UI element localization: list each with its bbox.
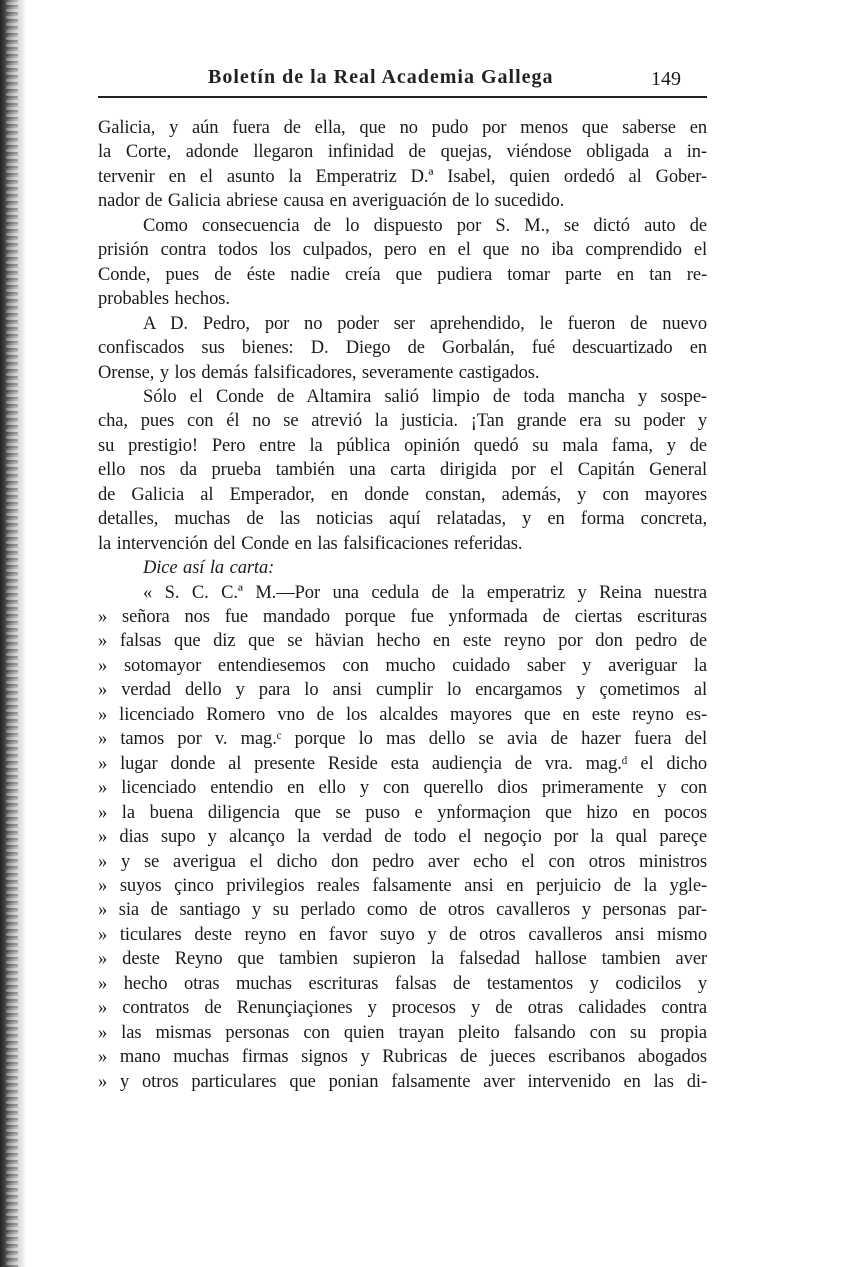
text-line: » ticulares deste reyno en favor suyo y de otros cavalleros ansi mismo — [98, 924, 707, 945]
page-number: 149 — [651, 68, 681, 90]
text-line: ello nos da prueba también una carta dirigida por el Capitán General — [98, 460, 707, 481]
text-line: » hecho otras muchas escrituras falsas de testamentos y codicilos y — [98, 973, 707, 994]
text-line: tervenir en el asunto la Emperatriz D.ª Isabel, quien ordedó al Gober- — [98, 166, 707, 187]
text-line: » señora nos fue mandado porque fue ynformada de ciertas escrituras — [98, 607, 707, 627]
text-line: la intervención del Conde en las falsificaciones referidas. — [98, 533, 523, 554]
header-rule — [98, 96, 707, 98]
text-line: » y otros particulares que ponian falsamente aver intervenido en las di- — [98, 1071, 707, 1092]
text-line: » deste Reyno que tambien supieron la falsedad hallose tambien aver — [98, 949, 707, 970]
text-line: » tamos por v. mag.ᶜ porque lo mas dello se avia de hazer fuera del — [98, 729, 707, 750]
text-line: » mano muchas firmas signos y Rubricas de jueces escribanos abogados — [98, 1047, 707, 1068]
text-line: » dias supo y alcanço la verdad de todo el negoçio por la qual pareçe — [98, 827, 707, 848]
text-line: Sólo el Conde de Altamira salió limpio de toda mancha y sospe- — [143, 386, 707, 407]
text-line: » y se averigua el dicho don pedro aver echo el con otros ministros — [98, 851, 707, 872]
text-line: Orense, y los demás falsificadores, severamente castigados. — [98, 362, 540, 383]
text-line: Dice así la carta: — [143, 558, 275, 579]
text-line: » licenciado Romero vno de los alcaldes mayores que en este reyno es- — [98, 704, 707, 725]
text-line: A D. Pedro, por no poder ser aprehendido, le fueron de nuevo — [143, 313, 707, 334]
text-line: » la buena diligencia que se puso e ynformaçion que hizo en pocos — [98, 802, 707, 823]
text-line: nador de Galicia abriese causa en averiguación de lo sucedido. — [98, 191, 565, 212]
text-line: cha, pues con él no se atrevió la justicia. ¡Tan grande era su poder y — [98, 411, 707, 432]
running-header — [98, 64, 707, 94]
text-line: » licenciado entendio en ello y con querello dios primeramente y con — [98, 778, 707, 799]
text-line: » verdad dello y para lo ansi cumplir lo encargamos y çometimos al — [98, 680, 707, 701]
text-line: « S. C. C.ª M.—Por una cedula de la emperatriz y Reina nuestra — [143, 582, 707, 603]
text-line: su prestigio! Pero entre la pública opinión quedó su mala fama, y de — [98, 435, 707, 456]
text-line: Galicia, y aún fuera de ella, que no pudo por menos que saberse en — [98, 118, 707, 138]
text-line: Como consecuencia de lo dispuesto por S. M., se dictó auto de — [143, 215, 707, 236]
text-line: » suyos çinco privilegios reales falsamente ansi en perjuicio de la ygle- — [98, 875, 707, 896]
text-line: de Galicia al Emperador, en donde constan, además, y con mayores — [98, 484, 707, 505]
book-binding-edge — [0, 0, 26, 1267]
text-line: detalles, muchas de las noticias aquí relatadas, y en forma concreta, — [98, 509, 707, 530]
text-line: Conde, pues de éste nadie creía que pudiera tomar parte en tan re- — [98, 264, 707, 285]
text-line: la Corte, adonde llegaron infinidad de quejas, viéndose obligada a in- — [98, 142, 707, 163]
text-line: » contratos de Renunçiaçiones y procesos y de otras calidades contra — [98, 998, 707, 1019]
journal-title: Boletín de la Real Academia Gallega — [208, 66, 554, 88]
text-line: » las mismas personas con quien trayan pleito falsando con su propia — [98, 1022, 707, 1043]
text-line: » sotomayor entendiesemos con mucho cuidado saber y averiguar la — [98, 655, 707, 676]
text-line: prisión contra todos los culpados, pero en el que no iba comprendido el — [98, 240, 707, 261]
text-line: probables hechos. — [98, 289, 230, 310]
text-line: » sia de santiago y su perlado como de otros cavalleros y personas par- — [98, 900, 707, 921]
text-line: » lugar donde al presente Reside esta audiençia de vra. mag.ᵈ el dicho — [98, 753, 707, 774]
text-line: confiscados sus bienes: D. Diego de Gorbalán, fué descuartizado en — [98, 338, 707, 359]
text-line: » falsas que diz que se hävian hecho en este reyno por don pedro de — [98, 631, 707, 652]
